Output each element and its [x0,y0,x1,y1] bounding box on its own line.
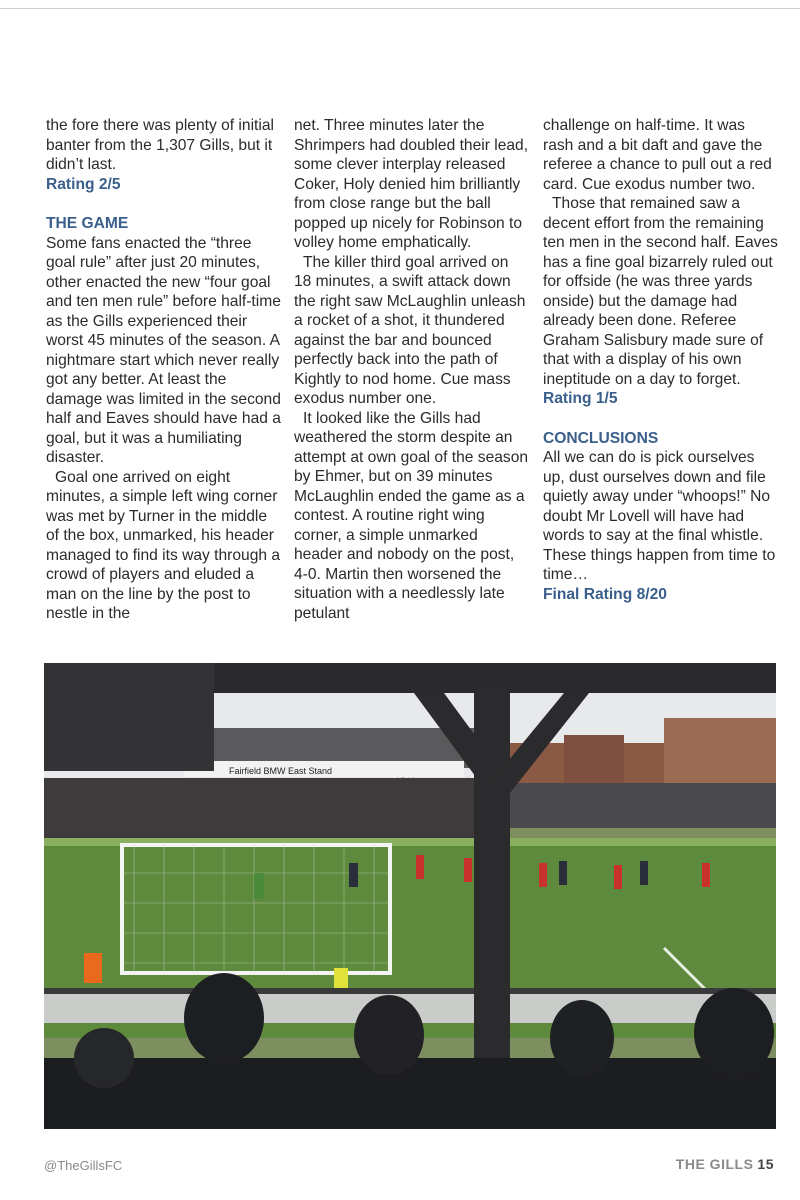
top-rule [0,8,800,9]
game-paragraph-4: The killer third goal arrived on 18 minutes, a swift attack down the right saw McLaughlin unleash a rocket of a shot, it thundered against the bar and bounced perfectly back into the path of Kightly to nod home. Cue mass exodus number one. [294,253,526,407]
intro-paragraph: the fore there was plenty of initial banter from the 1,307 Gills, but it didn’t last. [46,117,274,173]
stand-sign-1: Fairfield BMW East Stand [229,766,333,776]
game-paragraph-1: Some fans enacted the “three goal rule” after just 20 minutes, other enacted the new “four goal and ten men rule” before half-time as the Gills experienced their worst 45 minutes of the season. A nightmare start which never really got any better. At least the damage was limited in the second half and Eaves should have had a goal, but it was a humiliating disaster. [46,234,281,466]
twitter-handle: @TheGillsFC [44,1158,123,1173]
game-paragraph-6: challenge on half-time. It was rash and a bit daft and gave the referee a chance to pull out a red card. Cue exodus number two. [543,117,772,193]
game-paragraph-7: Those that remained saw a decent effort from the remaining ten men in the second half. Eaves has a fine goal bizarrely ruled out for offside (he was three yards onside) but the damage had already been done. Referee Graham Salisbury made sure of that with a display of his own ineptitude on a day to forget. [543,195,778,388]
article-column-2 [294,116,530,623]
conclusions-heading: CONCLUSIONS [543,429,659,447]
article-column-3 [543,116,779,604]
page-number: 15 [757,1156,774,1172]
game-paragraph-2: Goal one arrived on eight minutes, a simple left wing corner was met by Turner in the middle of the box, unmarked, his header managed to find its way through a crowd of players and eluded a man on the line by the post to nestle in the [46,468,281,622]
stadium-photo [44,663,776,1129]
conclusions-paragraph: All we can do is pick ourselves up, dust ourselves down and file quietly away under “whoops!” No doubt Mr Lovell will have had words to say at the final whistle. These things happen from time to time… [543,449,776,583]
magazine-name: THE GILLS [675,1156,754,1172]
game-rating: Rating 1/5 [543,390,618,407]
intro-rating: Rating 2/5 [46,175,121,193]
final-rating: Final Rating 8/20 [543,585,667,603]
the-game-heading: THE GAME [46,215,129,232]
game-paragraph-3: net. Three minutes later the Shrimpers had doubled their lead, some clever interplay released Coker, Holy denied him brilliantly from close range but the ball popped up nicely for Robinson to volley home emphatically. [294,117,529,251]
page-footer [676,1156,774,1172]
article-column-1 [46,116,282,624]
game-paragraph-5: It looked like the Gills had weathered the storm despite an attempt at own goal of the season by Ehmer, but on 39 minutes McLaughlin ended the game as a contest. A routine right wing corner, a simple unmarked header and nobody on the post, 4-0. Martin then worsened the situation with a needlessly late petulant [294,409,529,622]
